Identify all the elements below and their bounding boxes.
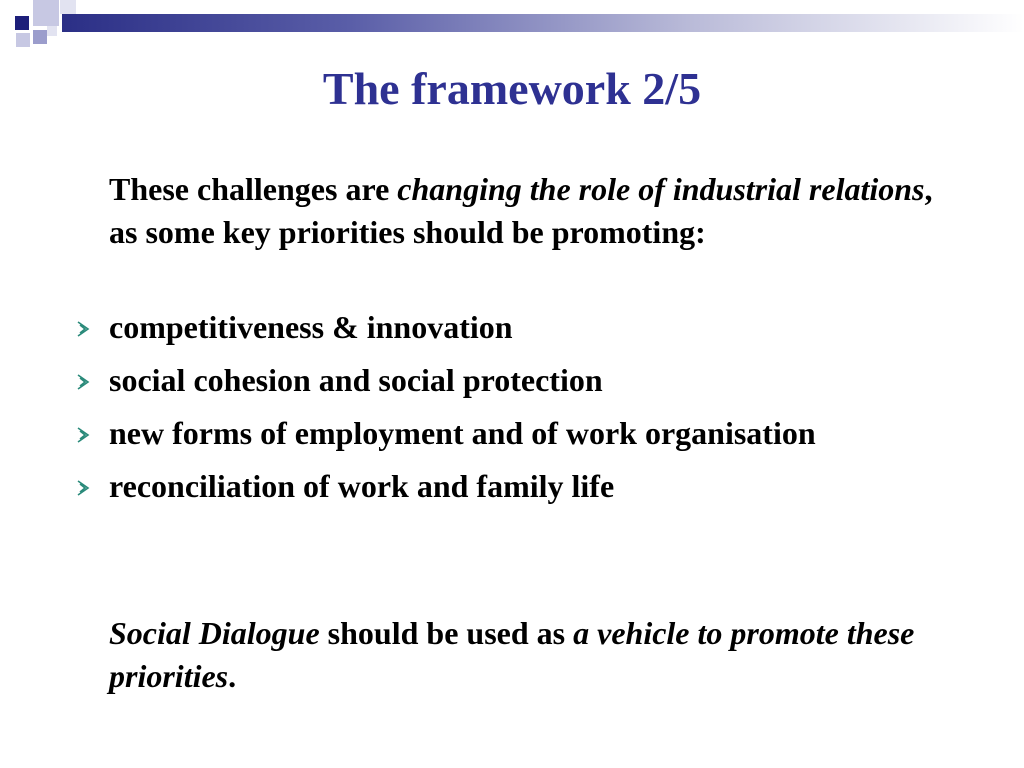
- decor-square: [15, 16, 29, 30]
- intro-text-2: , as some key priorities should be promoting:: [109, 171, 933, 250]
- slide-title: The framework 2/5: [322, 63, 702, 114]
- intro-text-1: These challenges are: [109, 171, 398, 207]
- arrowhead-bullet-icon: [72, 362, 94, 402]
- decor-square: [33, 0, 59, 26]
- arrowhead-bullet-icon: [72, 309, 94, 349]
- decor-square: [60, 0, 76, 14]
- closing-text-italic-2: a vehicle to promote these priorities: [109, 615, 915, 694]
- list-item: [70, 465, 970, 508]
- list-item-text: social cohesion and social protection: [109, 362, 603, 398]
- closing-paragraph: [109, 612, 959, 698]
- decor-square: [47, 26, 57, 36]
- intro-text-italic: changing the role of industrial relations: [397, 171, 925, 207]
- intro-paragraph: [109, 168, 959, 254]
- list-item-text: new forms of employment and of work organisation: [109, 415, 816, 451]
- list-item: [70, 306, 970, 349]
- priority-list: [70, 306, 970, 518]
- list-item-text: competitiveness & innovation: [109, 309, 513, 345]
- list-item-text: reconciliation of work and family life: [109, 468, 615, 504]
- decor-square: [16, 33, 30, 47]
- header-gradient-bar: [62, 14, 1024, 32]
- list-item: [70, 359, 970, 402]
- arrowhead-bullet-icon: [72, 468, 94, 508]
- closing-text-2: .: [228, 658, 237, 694]
- decor-square: [33, 30, 47, 44]
- closing-text-italic-1: Social Dialogue: [109, 615, 320, 651]
- closing-text-1: should be used as: [319, 615, 574, 651]
- list-item: [70, 412, 970, 455]
- arrowhead-bullet-icon: [72, 415, 94, 455]
